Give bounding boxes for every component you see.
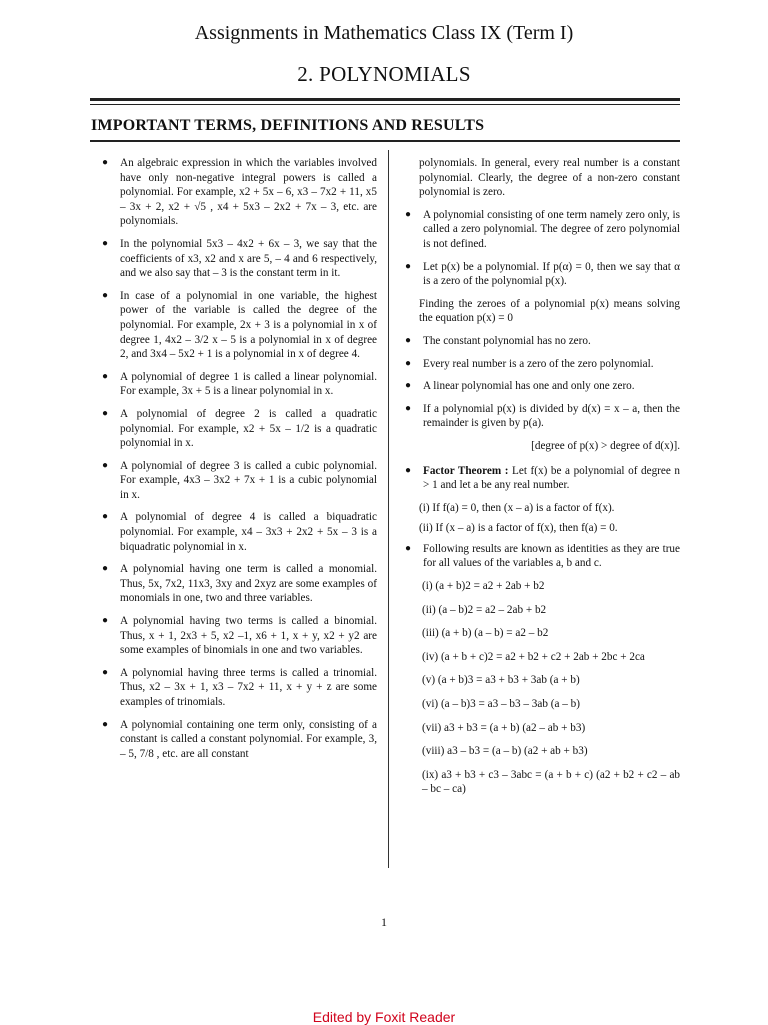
identity: (vii) a3 + b3 = (a + b) (a2 – ab + b3) xyxy=(422,721,586,734)
list-item xyxy=(404,464,680,493)
list-item xyxy=(101,237,377,281)
list-item xyxy=(101,407,377,451)
list-item xyxy=(101,289,377,362)
identity: (i) (a + b)2 = a2 + 2ab + b2 xyxy=(422,580,545,593)
definition-text: A polynomial having three terms is called a trinomial. Thus, x2 – 3x + 1, x3 – 7x2 + 11, x + y + z are some examples of trinomials. xyxy=(120,666,377,708)
definition-text: If a polynomial p(x) is divided by d(x) = x – a, then the remainder is given by p(a). xyxy=(423,402,680,430)
definition-text: A polynomial of degree 3 is called a cubic polynomial. For example, 4x3 – 3x2 + 7x + 1 is a cubic polynomial in x. xyxy=(120,459,377,501)
definition-text: Following results are known as identities as they are true for all values of the variables a, b and c. xyxy=(423,542,680,570)
definition-text: A polynomial of degree 4 is called a biquadratic polynomial. For example, x4 – 3x3 + 2x2 + 5x – 3 is a biquadratic polynomial in x. xyxy=(120,511,377,553)
identity: (ix) a3 + b3 + c3 – 3abc = (a + b + c) (a2 + b2 + c2 – ab – bc – ca) xyxy=(422,768,680,796)
bullet-icon: ● xyxy=(102,157,109,168)
right-column xyxy=(404,156,680,806)
list-item xyxy=(404,357,680,372)
bullet-icon: ● xyxy=(405,260,412,272)
degree-condition: [degree of p(x) > degree of d(x)]. xyxy=(531,439,680,452)
definition-text: The constant polynomial has no zero. xyxy=(423,334,591,347)
list-item xyxy=(404,402,680,431)
definition-text: A polynomial of degree 2 is called a quadratic polynomial. For example, x2 + 5x – 1/2 is a quadratic polynomial in x. xyxy=(120,407,377,450)
continuation-text: polynomials. In general, every real number is a constant polynomial. Clearly, the degree of a non-zero constant polynomial is zero. xyxy=(419,157,680,199)
bullet-icon: ● xyxy=(102,718,109,730)
page-title: Assignments in Mathematics Class IX (Term I) xyxy=(194,22,574,44)
factor-theorem-label: Factor Theorem : xyxy=(423,464,509,477)
definition-text: A polynomial of degree 1 is called a linear polynomial. For example, 3x + 5 is a linear polynomial in x. xyxy=(120,370,377,398)
bullet-icon: ● xyxy=(405,208,412,220)
bullet-icon: ● xyxy=(102,459,109,471)
bullet-icon: ● xyxy=(405,542,412,554)
identity: (iv) (a + b + c)2 = a2 + b2 + c2 + 2ab + 2bc + 2ca xyxy=(422,650,645,663)
definition-text: A linear polynomial has one and only one zero. xyxy=(423,380,635,393)
list-item xyxy=(404,260,680,289)
header-rule-thin xyxy=(90,104,680,105)
definition-text: An algebraic expression in which the variables involved have only non-negative integral powers is called a polynomial. For example, x2 + 5x – 6, x3 – 7x2 + 11, x5 – 3x + 2, x2 + √5 , x4 + 5x3 – 2x2 + 7x – 3, etc. are polynomials. xyxy=(120,157,377,228)
section-rule xyxy=(90,140,680,142)
identity: (vi) (a – b)3 = a3 – b3 – 3ab (a – b) xyxy=(422,698,580,711)
bullet-icon: ● xyxy=(102,237,109,249)
column-divider xyxy=(388,150,389,868)
list-item xyxy=(101,156,377,229)
chapter-title: 2. POLYNOMIALS xyxy=(297,62,471,86)
bullet-icon: ● xyxy=(405,402,412,414)
section-heading: IMPORTANT TERMS, DEFINITIONS AND RESULTS xyxy=(91,117,485,134)
factor-statement: (i) If f(a) = 0, then (x – a) is a factor of f(x). xyxy=(419,501,615,514)
identity: (ii) (a – b)2 = a2 – 2ab + b2 xyxy=(422,603,547,616)
definition-text: In case of a polynomial in one variable, the highest power of the variable is called the degree of the polynomial. For example, 2x + 3 is a polynomial in x of degree 1, 4x2 – 3/2 x – 5 is a polynomial in x of degree 2, and 3x4 – 5x2 + 1 is a polynomial in x of degree 4. xyxy=(120,289,377,361)
identity: (viii) a3 – b3 = (a – b) (a2 + ab + b3) xyxy=(422,745,588,758)
list-item xyxy=(404,379,680,394)
definition-text: A polynomial having two terms is called a binomial. Thus, x + 1, 2x3 + 5, x2 –1, x6 + 1, x + y, x2 + y2 are some examples of binomials in one and two variables. xyxy=(120,615,377,657)
definition-text: A polynomial containing one term only, consisting of a constant is called a constant polynomial. For example, 3, – 5, 7/8 , etc. are all constant xyxy=(120,718,377,760)
bullet-icon: ● xyxy=(405,334,412,346)
bullet-icon: ● xyxy=(102,563,109,575)
list-item xyxy=(101,666,377,710)
definition-text: Every real number is a zero of the zero polynomial. xyxy=(423,357,654,370)
list-item xyxy=(404,542,680,571)
definition-text: A polynomial having one term is called a monomial. Thus, 5x, 7x2, 11x3, 3xy and 2xyz are some examples of monomials in one, two and three variables. xyxy=(120,563,377,605)
bullet-icon: ● xyxy=(102,666,109,678)
list-item xyxy=(101,614,377,658)
bullet-icon: ● xyxy=(102,615,109,627)
definition-text: Let p(x) be a polynomial. If p(α) = 0, then we say that α is a zero of the polynomial p(x). xyxy=(423,260,680,288)
identity: (iii) (a + b) (a – b) = a2 – b2 xyxy=(422,627,549,640)
list-item xyxy=(101,562,377,606)
list-item xyxy=(101,370,377,399)
list-item xyxy=(101,459,377,503)
list-item xyxy=(404,208,680,252)
header-rule-thick xyxy=(90,98,680,101)
list-item xyxy=(101,718,377,762)
bullet-icon: ● xyxy=(405,380,412,392)
bullet-icon: ● xyxy=(102,511,109,523)
left-column xyxy=(101,156,377,769)
list-item xyxy=(404,334,680,349)
bullet-icon: ● xyxy=(405,464,412,476)
bullet-icon: ● xyxy=(405,357,412,369)
factor-statement: (ii) If (x – a) is a factor of f(x), then f(a) = 0. xyxy=(419,522,618,535)
definition-text: A polynomial consisting of one term namely zero only, is called a zero polynomial. The degree of zero polynomial is not defined. xyxy=(423,208,680,250)
bullet-icon: ● xyxy=(102,407,109,419)
bullet-icon: ● xyxy=(102,370,109,382)
definition-text: Finding the zeroes of a polynomial p(x) means solving the equation p(x) = 0 xyxy=(419,297,680,325)
bullet-icon: ● xyxy=(102,289,109,301)
definition-text: Let f(x) be a polynomial of degree n > 1 and let a be any real number. xyxy=(423,464,681,492)
list-item xyxy=(101,510,377,554)
watermark-text: Edited by Foxit Reader xyxy=(312,1009,456,1025)
page-number: 1 xyxy=(381,915,387,929)
identity: (v) (a + b)3 = a3 + b3 + 3ab (a + b) xyxy=(422,674,580,687)
definition-text: In the polynomial 5x3 – 4x2 + 6x – 3, we say that the coefficients of x3, x2 and x are 5, – 4 and 6 respectively, and we also say that – 3 is the constant term in it. xyxy=(120,237,377,280)
